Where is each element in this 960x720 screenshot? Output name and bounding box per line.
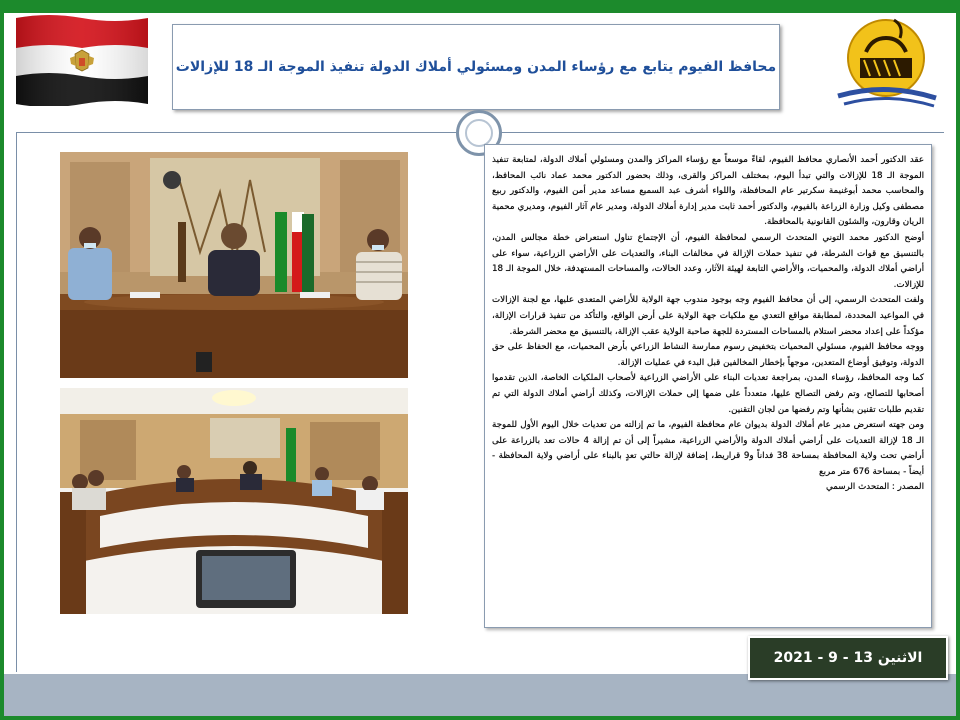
meeting-photo-conference-room [60,388,408,614]
article-paragraph: ومن جهته استعرض مدير عام أملاك الدولة بديوان عام محافظة الفيوم، ما تم إزالته من تعديات خلال اليوم الأول للموجة الـ 18 لإزالة التعديات على أراضي أملاك الدولة والأراضي الزراعية، مشيراً إلى أن تم إزالة 4 حالات تعد بالزراعة على أراضي تحت ولاية المحافظة بمساحة 38 فداناً و9 قراريط، إضافة لإزالة حالتي تعدٍ بالبناء على أراضي ولاية المحافظة - أيضاً - بمساحة 676 متر مربع [492,420,924,477]
article-paragraph: أوضح الدكتور محمد التوني المتحدث الرسمي لمحافظة الفيوم، أن الإجتماع تناول استعراض خطة مجالس المدن، بالتنسيق مع قوات الشرطة، في تنفيذ حملات الإزالة في مخالفات البناء، والتعديات على الأراضي الزراعية، سواء على أراضي أملاك الدولة، والمحميات، والأراضي التابعة لهيئة الآثار، وعدد الحالات، والمساحات المستهدفة، خلال الموجة الـ 18 للإزالات. [492,232,924,290]
headline-box [172,24,780,110]
egypt-flag-icon [16,12,148,106]
page-title: محافظ الفيوم يتابع مع رؤساء المدن ومسئولي أملاك الدولة تنفيذ الموجة الـ 18 للإزالات [175,59,777,75]
date-text: الاثنين 13 - 9 - 2021 [773,650,923,666]
article-paragraph: ووجه محافظ الفيوم، مسئولي المحميات بتخفيض رسوم ممارسة النشاط الزراعي بأرض المحميات، مع الحفاظ على حق الدولة، وتوفيق أوضاع المتعدين، موجهاً بإخطار المخالفين قبل البدء في عمليات الإزالة. [492,342,924,368]
article-paragraph: كما وجه المحافظ، رؤساء المدن، بمراجعة تعديات البناء على الأراضي الزراعية لأصحاب الملكيات الخاصة، الذين تقدموا أصحابها للتصالح، وتم رفض التصالح عليها، متعدداً على ضمها إلى حملات الإزالات، وكذلك أراضي أملاك الدولة التي تم تقديم طلبات تقنين بشأنها وتم رفضها من لجان التقنين. [492,373,924,415]
article-paragraph: ولفت المتحدث الرسمي، إلى أن محافظ الفيوم وجه بوجود مندوب جهة الولاية للأراضي المتعدى عليها، مع لجنة الإزالات في المواعيد المحددة، لمطابقة مواقع التعدي مع ملكيات جهة الولاية على أرض الواقع، والتأكد من تنفيذ قرارات الإزالة، مؤكداً على إعداد محضر استلام بالمساحات المستردة للجهة صاحبة الولاية عقب الإزالة، بالتنسيق مع محضر الشرطة. [492,295,924,337]
date-badge [748,636,948,680]
article-paragraph: عقد الدكتور أحمد الأنصاري محافظ الفيوم، لقاءً موسعاً مع رؤساء المراكز والمدن ومسئولي أملاك الدولة، لمتابعة تنفيذ الموجة الـ 18 للإزالات والتي تبدأ اليوم، بمختلف المراكز والقرى، وذلك بحضور الدكتور محمد عماد نائب المحافظ، والمحاسب محمد أبوغنيمة سكرتير عام المحافظة، واللواء أشرف عبد السميع مساعد مدير أمن الفيوم، والدكتور ربيع مصطفى وكيل وزارة الزراعة بالفيوم، والدكتور أحمد ثابت مدير إدارة أملاك الدولة، ومدير عام آثار الفيوم، ومديري محمية الريان وقارون، والشئون القانونية بالمحافظة. [492,155,925,228]
meeting-photo-governor [60,152,408,378]
article-box [484,144,932,628]
fayoum-governorate-logo-icon [836,12,940,110]
bottom-band [4,674,956,716]
left-divider [16,132,17,672]
photo-column [60,152,408,614]
article-source: المصدر : المتحدث الرسمي [825,482,924,493]
